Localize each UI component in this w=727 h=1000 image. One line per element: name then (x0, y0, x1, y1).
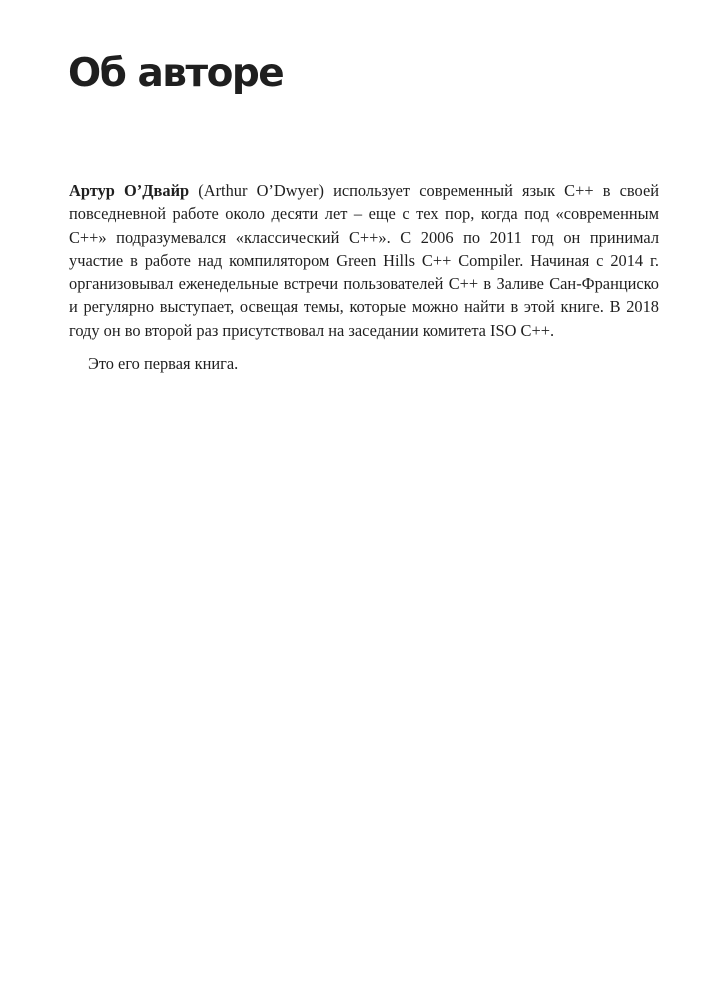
bio-paragraph-2: Это его первая книга. (88, 354, 239, 374)
author-bio (69, 179, 659, 375)
bio-paragraph-1 (69, 179, 659, 342)
section-title: Об авторе (68, 51, 284, 96)
author-name: Артур О’Двайр (69, 181, 190, 200)
bio-paragraph-1-text: (Arthur O’Dwyer) использует современный язык C++ в своей повседневной работе около десяти лет – еще с тех пор, когда под «современным C++» подразумевался «классический C++». С 2006 по 2011 год он принимал участие в работе над компилятором Green Hills C++ Compiler. Начиная с 2014 г. организовывал еженедельные встречи пользователей C++ в Заливе Сан-Франциско и регулярно выступает, освещая темы, которые можно найти в этой книге. В 2018 году он во второй раз присутствовал на заседании комитета ISO C++. (69, 181, 659, 340)
